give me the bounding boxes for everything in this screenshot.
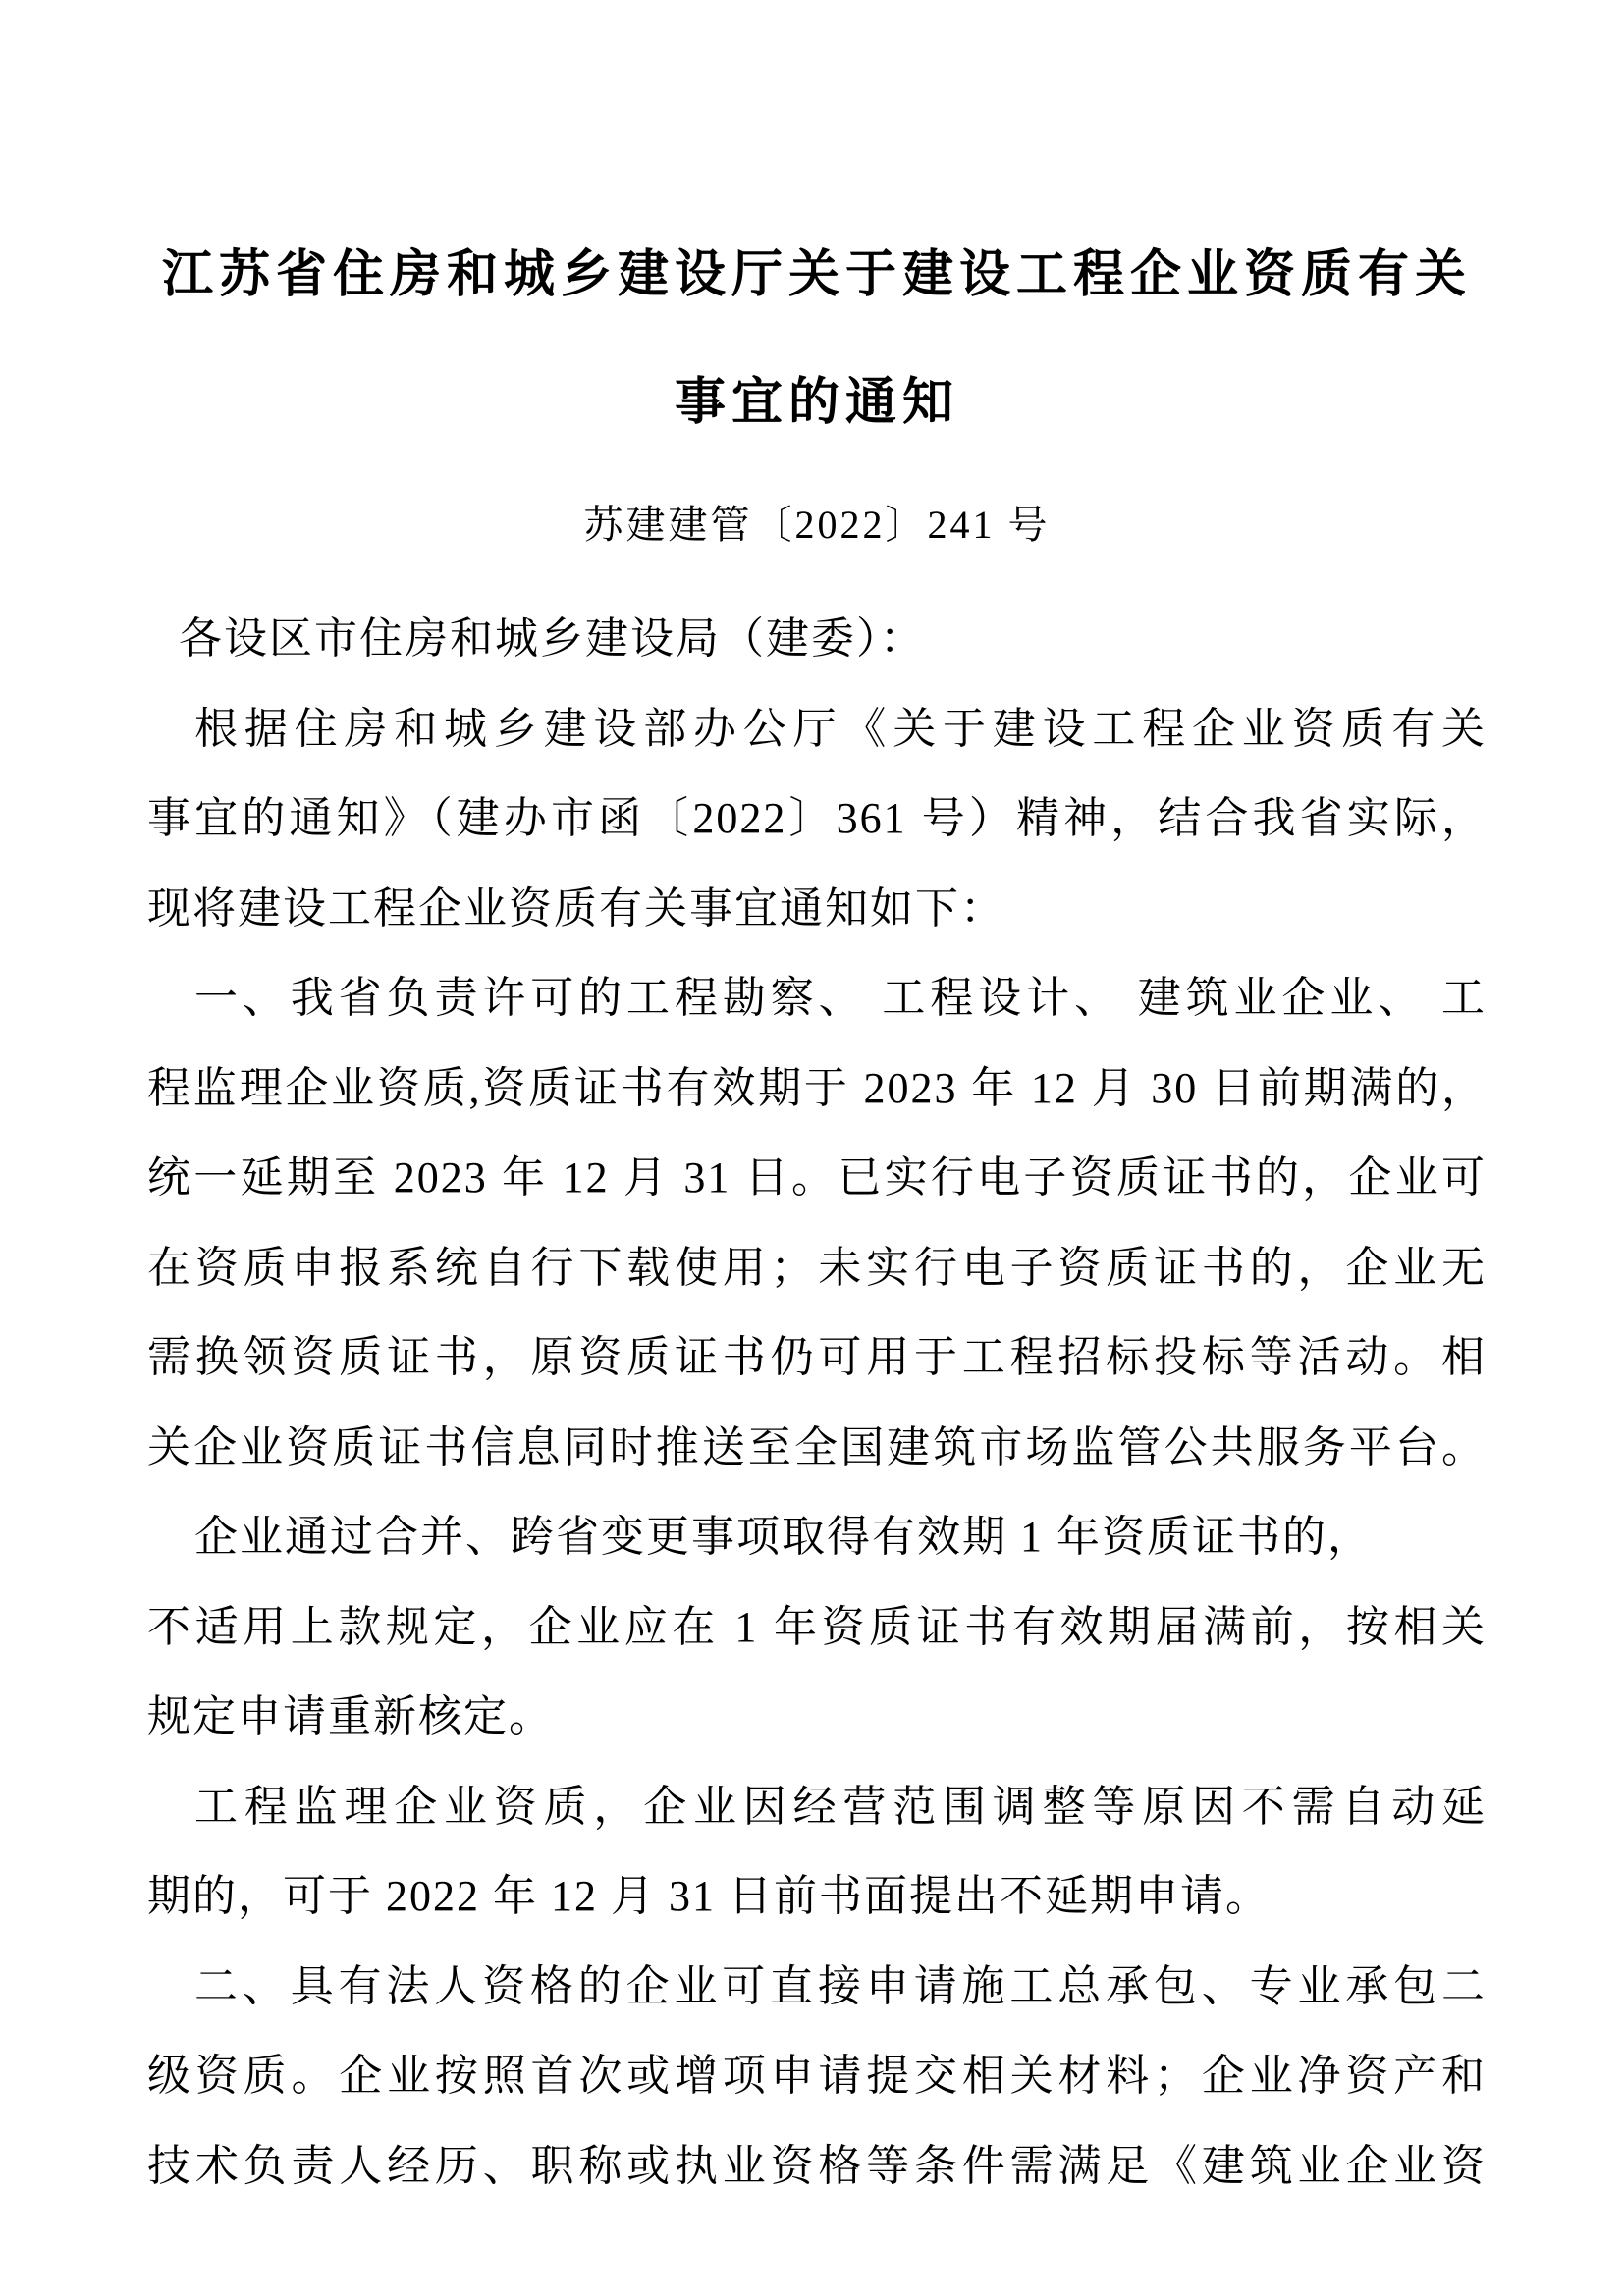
body-line: 二、具有法人资格的企业可直接申请施工总承包、专业承包二 (194, 1961, 1487, 2010)
body-line: 规定申请重新核定。 (147, 1692, 554, 1740)
title-line-1: 江苏省住房和城乡建设厅关于建设工程企业资质有关 (161, 246, 1472, 303)
body-line: 关企业资质证书信息同时推送至全国建筑市场监管公共服务平台。 (147, 1422, 1487, 1471)
body-line: 一、我省负责许可的工程勘察、 工程设计、 建筑业企业、 工 (194, 974, 1487, 1022)
body-line: 工程监理企业资质，企业因经营范围调整等原因不需自动延 (194, 1782, 1487, 1831)
body-line: 需换领资质证书，原资质证书仍可用于工程招标投标等活动。相 (147, 1333, 1487, 1381)
body-line: 期的，可于 2022 年 12 月 31 日前书面提出不延期申请。 (147, 1872, 1271, 1920)
body-line: 在资质申报系统自行下载使用；未实行电子资质证书的，企业无 (147, 1243, 1487, 1292)
body-line: 根据住房和城乡建设部办公厅《关于建设工程企业资质有关 (194, 704, 1487, 753)
body-line: 级资质。企业按照首次或增项申请提交相关材料；企业净资产和 (147, 2052, 1487, 2100)
body-line: 技术负责人经历、职称或执业资格等条件需满足《建筑业企业资 (147, 2141, 1487, 2190)
body-line: 程监理企业资质,资质证书有效期于 2023 年 12 月 30 日前期满的， (147, 1063, 1487, 1112)
body-line: 事宜的通知》（建办市函〔2022〕361 号）精神，结合我省实际， (147, 794, 1487, 842)
title-line-2: 事宜的通知 (674, 374, 959, 431)
document-body (147, 594, 1487, 2211)
body-line: 不适用上款规定，企业应在 1 年资质证书有效期届满前，按相关 (147, 1602, 1487, 1651)
document-title (147, 211, 1487, 466)
document-number: 苏建建管〔2022〕241 号 (583, 503, 1051, 547)
body-line: 现将建设工程企业资质有关事宜通知如下： (147, 883, 1005, 933)
body-line: 各设区市住房和城乡建设局（建委）： (179, 614, 925, 663)
body-line: 统一延期至 2023 年 12 月 31 日。已实行电子资质证书的，企业可 (147, 1153, 1487, 1201)
body-line: 企业通过合并、跨省变更事项取得有效期 1 年资质证书的， (194, 1513, 1373, 1561)
